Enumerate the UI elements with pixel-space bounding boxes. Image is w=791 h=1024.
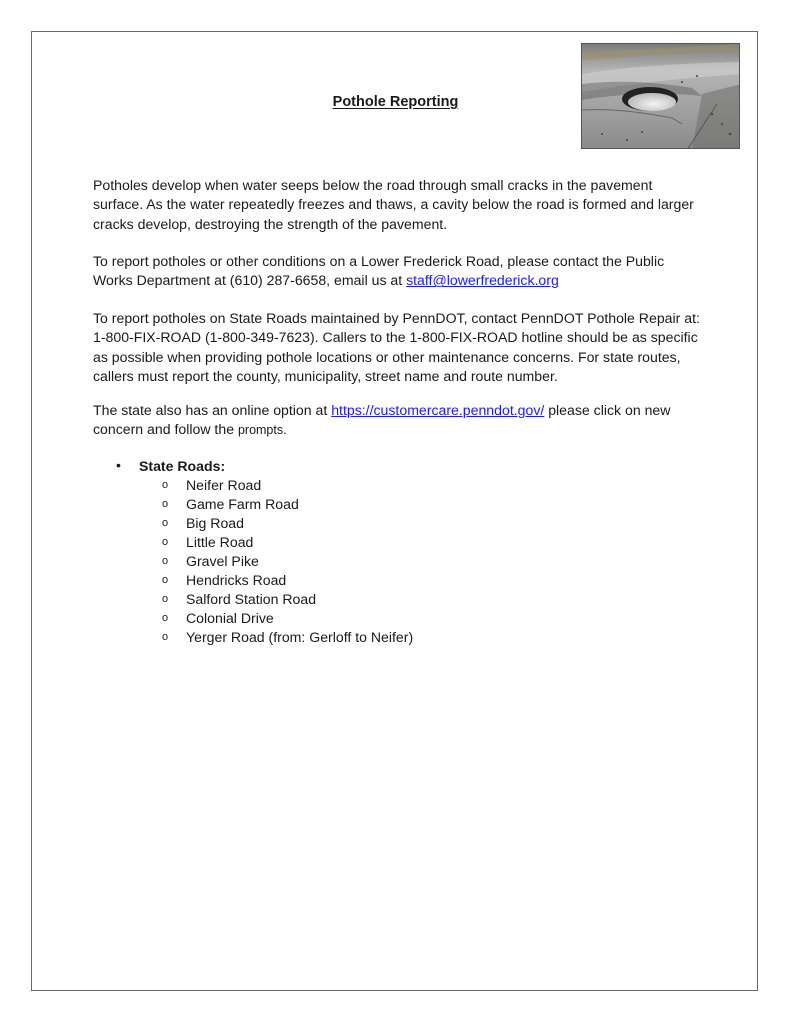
intro-paragraph: Potholes develop when water seeps below the road through small cracks in the pavement surface. As the water repeatedly freezes and thaws, a cavity below the road is formed and larger cracks develop, destroying the strength of the pavement. [93, 177, 694, 232]
road-name: Gravel Pike [186, 553, 259, 569]
road-name: Salford Station Road [186, 591, 317, 607]
circle-bullet-icon: o [162, 555, 169, 567]
circle-bullet-icon: o [162, 612, 169, 624]
road-name: Little Road [186, 534, 254, 550]
pothole-photo-icon [581, 43, 740, 149]
road-name: Neifer Road [186, 477, 262, 493]
state-reporting-paragraph: To report potholes on State Roads maintained by PennDOT, contact PennDOT Pothole Repair at: 1-800-FIX-ROAD (1-800-349-7623). Callers to the 1-800-FIX-ROAD hotline should be as specific as possible when providing pothole locations or other maintenance concerns. For state routes, callers must report the county, municipality, street name and route number. [93, 310, 700, 384]
page-title: Pothole Reporting [332, 94, 459, 110]
road-name: Hendricks Road [186, 572, 287, 588]
bullet-icon: • [116, 457, 121, 473]
road-name: Yerger Road (from: Gerloff to Neifer) [186, 629, 414, 645]
state-roads-label: State Roads: [139, 458, 226, 474]
circle-bullet-icon: o [162, 631, 169, 643]
circle-bullet-icon: o [162, 593, 169, 605]
penndot-link[interactable]: https://customercare.penndot.gov/ [331, 402, 545, 418]
online-option-paragraph [93, 401, 703, 441]
online-option-text-small: prompts. [237, 423, 287, 438]
circle-bullet-icon: o [162, 517, 169, 529]
circle-bullet-icon: o [162, 574, 169, 586]
page-border [31, 31, 758, 991]
road-name: Game Farm Road [186, 496, 299, 512]
circle-bullet-icon: o [162, 498, 169, 510]
online-option-text-after: please click on new concern and follow the [93, 402, 671, 438]
local-reporting-text: To report potholes or other conditions on a Lower Frederick Road, please contact the Public Works Department at (610) 287-6658, email us at [93, 253, 665, 289]
local-reporting-paragraph [93, 252, 703, 291]
email-link[interactable]: staff@lowerfrederick.org [406, 272, 559, 289]
circle-bullet-icon: o [162, 479, 169, 491]
road-name: Big Road [186, 515, 244, 531]
circle-bullet-icon: o [162, 536, 169, 548]
road-name: Colonial Drive [186, 610, 274, 626]
online-option-text: The state also has an online option at [93, 402, 332, 418]
